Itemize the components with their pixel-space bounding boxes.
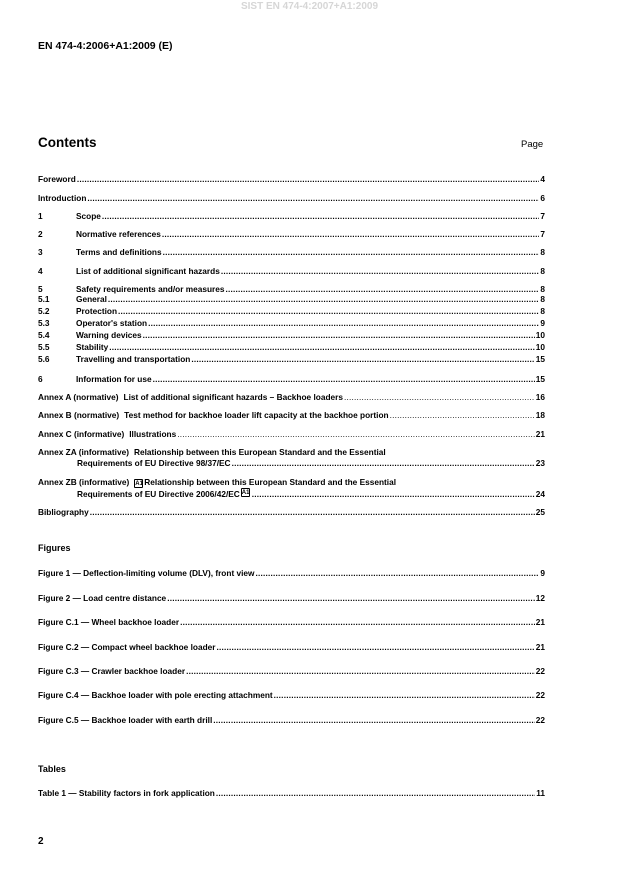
toc-page: 23 [535, 458, 545, 468]
figure-text: Figure 2 — Load centre distance [38, 593, 167, 603]
toc-entry-normative-references[interactable] [38, 228, 545, 240]
figure-entry[interactable] [38, 641, 545, 653]
toc-text: Foreword [38, 174, 76, 184]
toc-page: 9 [540, 318, 545, 328]
toc-text: List of additional significant hazards – Backhoe loaders [123, 392, 343, 402]
toc-entry-foreword[interactable] [38, 173, 545, 185]
tables-heading: Tables [38, 764, 66, 774]
toc-page: 21 [535, 429, 545, 439]
toc-num: 6 [38, 374, 43, 384]
toc-page: 6 [540, 193, 545, 203]
toc-text: Bibliography [38, 507, 89, 517]
toc-num: 5.1 [38, 294, 50, 304]
toc-entry-information-for-use[interactable] [38, 373, 545, 385]
amendment-end-marker: A1 [241, 490, 250, 496]
toc-entry-scope[interactable] [38, 210, 545, 222]
amendment-start-marker: A1 [135, 481, 143, 487]
toc-text: Safety requirements and/or measures [76, 284, 225, 294]
toc-entry-bibliography[interactable] [38, 506, 545, 518]
toc-annex-prefix: Annex A (normative) [38, 392, 119, 402]
figure-entry[interactable] [38, 567, 545, 579]
figure-page: 9 [540, 568, 545, 578]
toc-num: 1 [38, 211, 43, 221]
toc-text-continued: Requirements of EU Directive 98/37/EC [77, 458, 231, 468]
toc-entry-operators-station[interactable] [38, 318, 545, 329]
toc-text: Introduction [38, 193, 87, 203]
toc-entry-protection[interactable] [38, 306, 545, 317]
figure-text: Figure C.1 — Wheel backhoe loader [38, 617, 180, 627]
figure-entry[interactable] [38, 714, 545, 726]
toc-num: 5.4 [38, 330, 50, 340]
toc-text: Test method for backhoe loader lift capacity at the backhoe portion [124, 410, 389, 420]
toc-page: 8 [540, 294, 545, 304]
figure-page: 22 [535, 690, 545, 700]
toc-entry-annex-zb-line2 [77, 488, 545, 500]
toc-num: 5.3 [38, 318, 50, 328]
toc-page: 10 [535, 342, 545, 352]
toc-num: 5.6 [38, 354, 50, 364]
toc-entry-introduction[interactable] [38, 192, 545, 204]
toc-text: Operator's station [76, 318, 148, 328]
toc-num: 5.2 [38, 306, 50, 316]
toc-text: Normative references [76, 229, 161, 239]
toc-entry-hazards[interactable] [38, 265, 545, 277]
toc-entry-warning-devices[interactable] [38, 330, 545, 341]
figure-page: 22 [535, 715, 545, 725]
toc-page: 8 [540, 266, 545, 276]
toc-page: 7 [540, 211, 545, 221]
document-id: EN 474-4:2006+A1:2009 (E) [38, 40, 173, 52]
toc-num: 2 [38, 229, 43, 239]
toc-annex-prefix: Annex ZA (informative) [38, 447, 129, 457]
contents-title: Contents [38, 135, 97, 150]
toc-page: 8 [540, 247, 545, 257]
figure-text: Figure C.5 — Backhoe loader with earth drill [38, 715, 213, 725]
figures-heading: Figures [38, 543, 71, 553]
toc-entry-general[interactable] [38, 294, 545, 305]
toc-text: Warning devices [76, 330, 142, 340]
table-page: 11 [536, 788, 545, 798]
figure-page: 22 [535, 666, 545, 676]
toc-page: 24 [535, 489, 545, 499]
table-entry[interactable] [38, 787, 545, 799]
toc-entry-stability[interactable] [38, 342, 545, 353]
toc-page: 10 [535, 330, 545, 340]
toc-entry-travelling[interactable] [38, 354, 545, 365]
figure-entry[interactable] [38, 616, 545, 628]
toc-page: 25 [535, 507, 545, 517]
figure-entry[interactable] [38, 665, 545, 677]
figure-page: 12 [535, 593, 545, 603]
toc-annex-prefix: Annex ZB (informative) [38, 477, 130, 487]
toc-entry-terms[interactable] [38, 246, 545, 258]
toc-page: 16 [535, 392, 545, 402]
toc-page: 15 [535, 374, 545, 384]
toc-entry-annex-c[interactable] [38, 428, 545, 440]
toc-text: Protection [76, 306, 118, 316]
toc-num: 5 [38, 284, 43, 294]
toc-text: Relationship between this European Standard and the Essential [133, 447, 386, 457]
toc-text: Information for use [76, 374, 152, 384]
toc-text: Terms and definitions [76, 247, 162, 257]
toc-num: 5.5 [38, 342, 50, 352]
toc-page: 8 [540, 284, 545, 294]
toc-annex-prefix: Annex B (normative) [38, 410, 120, 420]
toc-text-continued: Requirements of EU Directive 2006/42/EC [77, 489, 240, 499]
figure-entry[interactable] [38, 689, 545, 701]
toc-page: 7 [540, 229, 545, 239]
figure-text: Figure 1 — Deflection-limiting volume (DLV), front view [38, 568, 255, 578]
toc-num: 3 [38, 247, 43, 257]
figure-page: 21 [535, 642, 545, 652]
toc-page: 8 [540, 306, 545, 316]
watermark: SIST EN 474-4:2007+A1:2009 [240, 1, 379, 12]
figure-page: 21 [535, 617, 545, 627]
toc-page: 18 [535, 410, 545, 420]
figure-text: Figure C.3 — Crawler backhoe loader [38, 666, 186, 676]
toc-entry-annex-za-line2 [77, 457, 545, 469]
table-text: Table 1 — Stability factors in fork application [38, 788, 215, 798]
toc-text: Relationship between this European Standard and the Essential [144, 477, 396, 487]
page-number: 2 [38, 836, 44, 847]
toc-text: Illustrations [129, 429, 177, 439]
toc-annex-prefix: Annex C (informative) [38, 429, 125, 439]
toc-page: 4 [540, 174, 545, 184]
toc-entry-annex-b[interactable] [38, 409, 545, 421]
toc-text: Stability [76, 342, 109, 352]
toc-entry-annex-a[interactable] [38, 391, 545, 403]
toc-text: List of additional significant hazards [76, 266, 220, 276]
toc-text: Travelling and transportation [76, 354, 191, 364]
toc-text: General [76, 294, 107, 304]
toc-num: 4 [38, 266, 43, 276]
figure-text: Figure C.4 — Backhoe loader with pole erecting attachment [38, 690, 273, 700]
toc-page: 15 [535, 354, 545, 364]
toc-text: Scope [76, 211, 101, 221]
figure-entry[interactable] [38, 592, 545, 604]
figure-text: Figure C.2 — Compact wheel backhoe loader [38, 642, 216, 652]
page-column-label: Page [521, 139, 544, 150]
toc-entry-annex-zb[interactable] [38, 476, 545, 488]
